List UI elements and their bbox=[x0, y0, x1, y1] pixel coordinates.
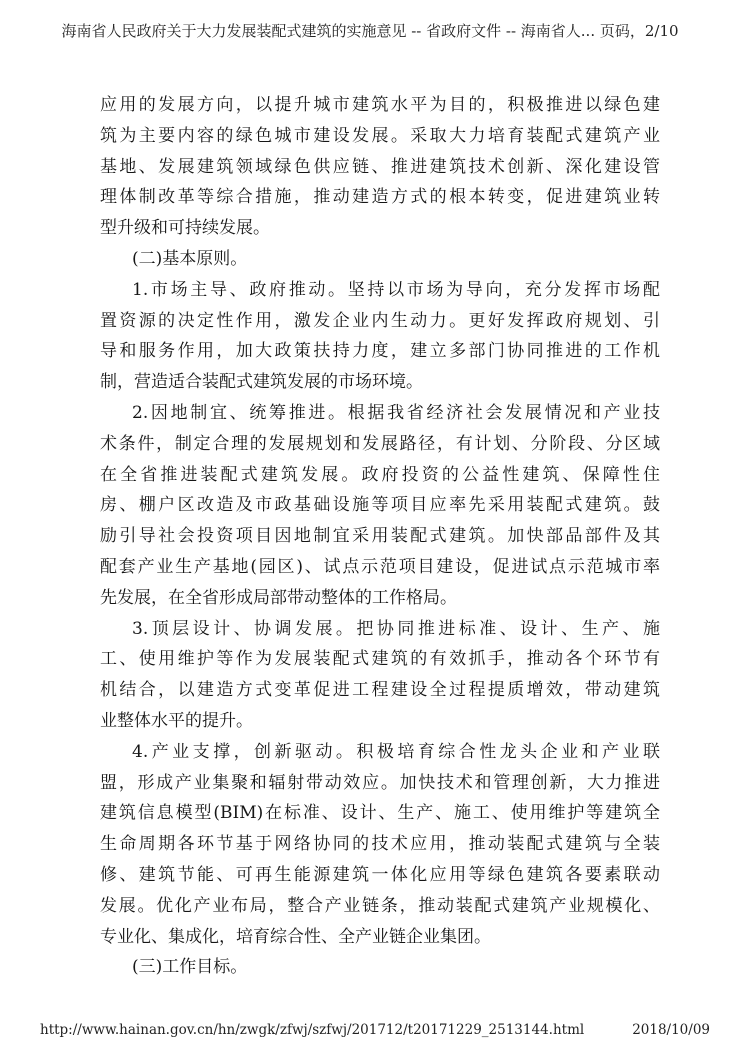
section-heading: (二)基本原则。 bbox=[132, 248, 248, 269]
text-line: 业整体水平的提升。 bbox=[100, 710, 253, 731]
text-line: 发展。优化产业布局，整合产业链条，推动装配式建筑产业规模化、 bbox=[100, 895, 660, 916]
footer-url: http://www.hainan.gov.cn/hn/zwgk/zfwj/szfwj/201712/t20171229_2513144.html bbox=[40, 1022, 585, 1038]
text-line: 在全省推进装配式建筑发展。政府投资的公益性建筑、保障性住 bbox=[100, 464, 660, 485]
document-body bbox=[100, 90, 660, 983]
text-line: 筑为主要内容的绿色城市建设发展。采取大力培育装配式建筑产业 bbox=[100, 125, 660, 146]
text-line: 建筑信息模型(BIM)在标准、设计、生产、施工、使用维护等建筑全 bbox=[100, 803, 660, 824]
text-line: 工、使用维护等作为发展装配式建筑的有效抓手，推动各个环节有 bbox=[100, 649, 660, 670]
text-line: 3.顶层设计、协调发展。把协同推进标准、设计、生产、施 bbox=[132, 618, 660, 639]
text-line: 应用的发展方向，以提升城市建筑水平为目的，积极推进以绿色建 bbox=[100, 95, 660, 115]
text-line: 励引导社会投资项目因地制宜采用装配式建筑。加快部品部件及其 bbox=[100, 526, 660, 547]
text-line: 房、棚户区改造及市政基础设施等项目应率先采用装配式建筑。鼓 bbox=[100, 495, 660, 516]
text-line: 理体制改革等综合措施，推动建造方式的根本转变，促进建筑业转 bbox=[100, 187, 660, 208]
text-line: 1.市场主导、政府推动。坚持以市场为导向，充分发挥市场配 bbox=[132, 279, 660, 300]
text-line: 机结合，以建造方式变革促进工程建设全过程提质增效，带动建筑 bbox=[100, 680, 660, 701]
text-line: 4.产业支撑，创新驱动。积极培育综合性龙头企业和产业联 bbox=[132, 741, 660, 762]
text-line: 导和服务作用，加大政策扶持力度，建立多部门协同推进的工作机 bbox=[100, 341, 660, 362]
text-line: 专业化、集成化，培育综合性、全产业链企业集团。 bbox=[100, 926, 491, 947]
section-heading: (三)工作目标。 bbox=[132, 957, 248, 978]
text-line: 型升级和可持续发展。 bbox=[100, 218, 270, 239]
text-line: 生命周期各环节基于网络协同的技术应用，推动装配式建筑与全装 bbox=[100, 834, 660, 855]
text-line: 配套产业生产基地(园区)、试点示范项目建设，促进试点示范城市率 bbox=[100, 556, 660, 577]
text-line: 术条件，制定合理的发展规划和发展路径，有计划、分阶段、分区域 bbox=[100, 433, 660, 454]
text-line: 先发展，在全省形成局部带动整体的工作格局。 bbox=[100, 587, 457, 608]
text-line: 修、建筑节能、可再生能源建筑一体化应用等绿色建筑各要素联动 bbox=[100, 864, 660, 885]
text-line: 盟，形成产业集聚和辐射带动效应。加快技术和管理创新，大力推进 bbox=[100, 772, 660, 793]
text-line: 制，营造适合装配式建筑发展的市场环境。 bbox=[100, 372, 423, 393]
text-line: 置资源的决定性作用，激发企业内生动力。更好发挥政府规划、引 bbox=[100, 310, 660, 331]
page-header: 海南省人民政府关于大力发展装配式建筑的实施意见 -- 省政府文件 -- 海南省人... 页码，2/10 bbox=[61, 22, 679, 40]
footer-date: 2018/10/09 bbox=[632, 1022, 710, 1038]
text-line: 2.因地制宜、统筹推进。根据我省经济社会发展情况和产业技 bbox=[132, 402, 660, 423]
text-line: 基地、发展建筑领域绿色供应链、推进建筑技术创新、深化建设管 bbox=[100, 156, 660, 177]
